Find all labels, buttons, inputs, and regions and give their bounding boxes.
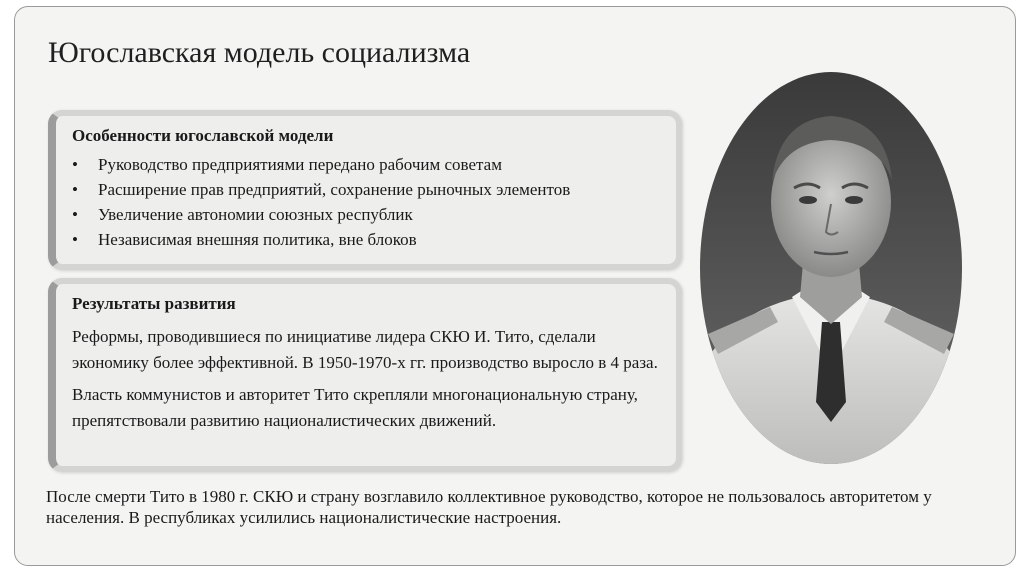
list-item: [72, 152, 662, 177]
results-heading: Результаты развития: [72, 294, 236, 313]
list-item: [72, 227, 662, 252]
portrait-icon: [700, 72, 962, 464]
list-item: [72, 202, 662, 227]
results-paragraph-power: Власть коммунистов и авторитет Тито скрепляли многонациональную страну, препятствовали развитию националистических движений.: [72, 385, 638, 430]
results-panel: [48, 278, 682, 472]
features-list: [72, 152, 662, 252]
bullet-marker: •: [72, 230, 78, 249]
bullet-marker: •: [72, 155, 78, 174]
bullet-marker: •: [72, 180, 78, 199]
portrait-photo: [700, 72, 962, 464]
bullet-marker: •: [72, 205, 78, 224]
features-heading: Особенности югославской модели: [72, 126, 334, 145]
list-item-text: Независимая внешняя политика, вне блоков: [98, 230, 417, 249]
list-item-text: Руководство предприятиями передано рабочим советам: [98, 155, 502, 174]
footer-text: После смерти Тито в 1980 г. СКЮ и страну возглавило коллективное руководство, которое не пользовалось авторитетом у населения. В республиках усилились националистические настроения.: [46, 487, 932, 527]
features-panel: [48, 110, 682, 270]
list-item-text: Расширение прав предприятий, сохранение рыночных элементов: [98, 180, 571, 199]
slide-title: Югославская модель социализма: [48, 36, 471, 69]
list-item-text: Увеличение автономии союзных республик: [98, 205, 413, 224]
list-item: [72, 177, 662, 202]
results-paragraph-reforms: Реформы, проводившиеся по инициативе лидера СКЮ И. Тито, сделали экономику более эффективной. В 1950-1970-х гг. производство выросло в 4 раза.: [72, 327, 658, 372]
